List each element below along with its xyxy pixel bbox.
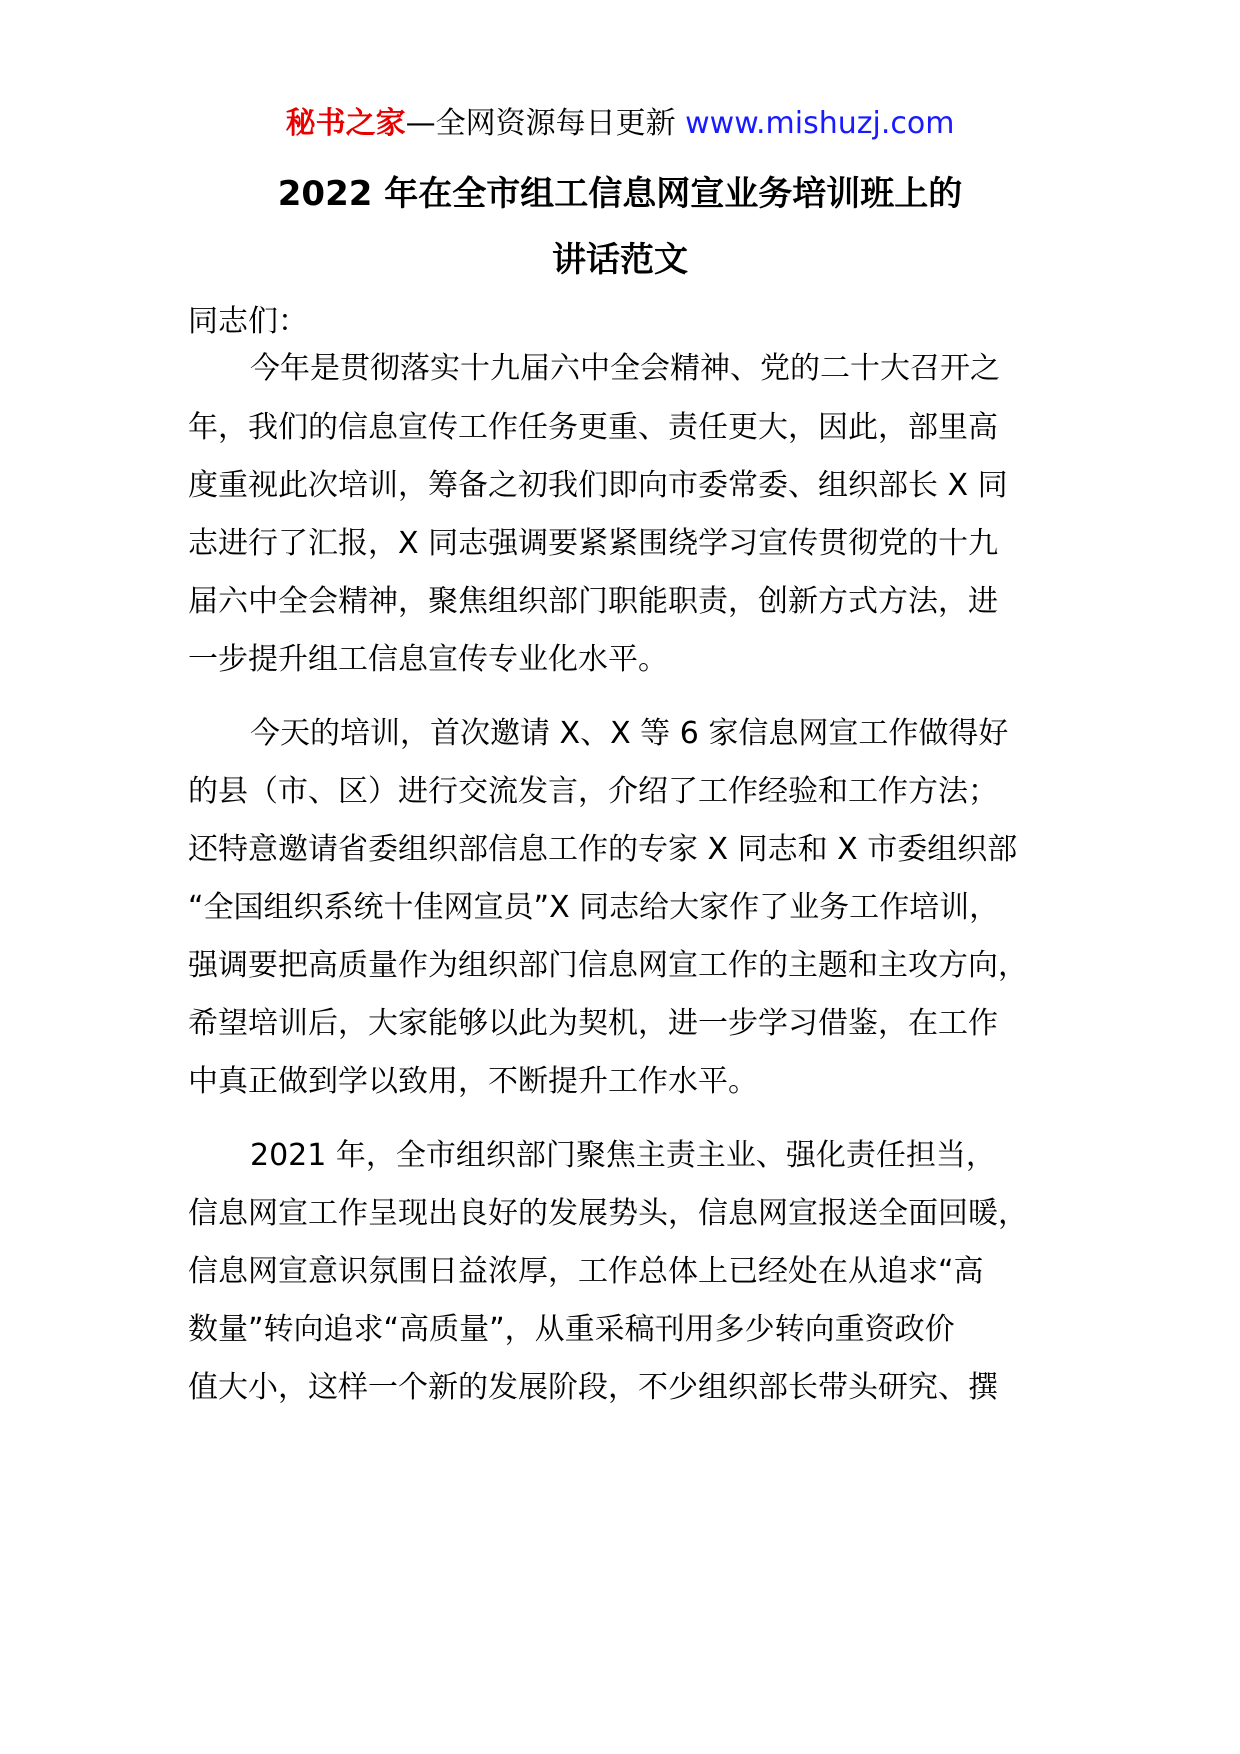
paragraph-3-line-2: 信息网宣工作呈现出良好的发展势头，信息网宣报送全面回暖， <box>188 1196 1028 1231</box>
salutation: 同志们： <box>188 304 308 339</box>
paragraph-2-line-2: 的县（市、区）进行交流发言，介绍了工作经验和工作方法； <box>188 774 998 809</box>
paragraph-1-line-3: 度重视此次培训，筹备之初我们即向市委常委、组织部长 X 同 <box>188 468 1008 503</box>
paragraph-2-line-7: 中真正做到学以致用，不断提升工作水平。 <box>188 1064 758 1099</box>
paragraph-1-line-5: 届六中全会精神，聚焦组织部门职能职责，创新方式方法，进 <box>188 584 998 619</box>
paragraph-3-line-5: 值大小，这样一个新的发展阶段，不少组织部长带头研究、撰 <box>188 1370 998 1405</box>
paragraph-2-line-5: 强调要把高质量作为组织部门信息网宣工作的主题和主攻方向， <box>188 948 1028 983</box>
site-url-link[interactable]: www.mishuzj.com <box>685 106 955 141</box>
paragraph-3-line-1: 2021 年，全市组织部门聚焦主责主业、强化责任担当， <box>250 1138 996 1173</box>
paragraph-1-line-1: 今年是贯彻落实十九届六中全会精神、党的二十大召开之 <box>250 351 1000 386</box>
site-tagline: —全网资源每日更新 <box>405 106 686 141</box>
site-header <box>0 102 1240 146</box>
document-title-line-1: 2022 年在全市组工信息网宣业务培训班上的 <box>277 174 963 214</box>
paragraph-2-line-1: 今天的培训，首次邀请 X、X 等 6 家信息网宣工作做得好 <box>250 716 1009 751</box>
paragraph-3-line-3: 信息网宣意识氛围日益浓厚，工作总体上已经处在从追求“高 <box>188 1254 984 1289</box>
site-brand: 秘书之家 <box>285 106 406 141</box>
paragraph-2-line-3: 还特意邀请省委组织部信息工作的专家 X 同志和 X 市委组织部 <box>188 832 1018 867</box>
paragraph-3-line-4: 数量”转向追求“高质量”，从重采稿刊用多少转向重资政价 <box>188 1312 955 1347</box>
paragraph-2-line-6: 希望培训后，大家能够以此为契机，进一步学习借鉴，在工作 <box>188 1006 998 1041</box>
paragraph-1-line-4: 志进行了汇报，X 同志强调要紧紧围绕学习宣传贯彻党的十九 <box>188 526 999 561</box>
document-title-line-2: 讲话范文 <box>552 240 688 280</box>
paragraph-1-line-2: 年，我们的信息宣传工作任务更重、责任更大，因此，部里高 <box>188 410 998 445</box>
paragraph-1-line-6: 一步提升组工信息宣传专业化水平。 <box>188 642 668 677</box>
paragraph-2-line-4: “全国组织系统十佳网宣员”X 同志给大家作了业务工作培训， <box>188 890 1000 925</box>
